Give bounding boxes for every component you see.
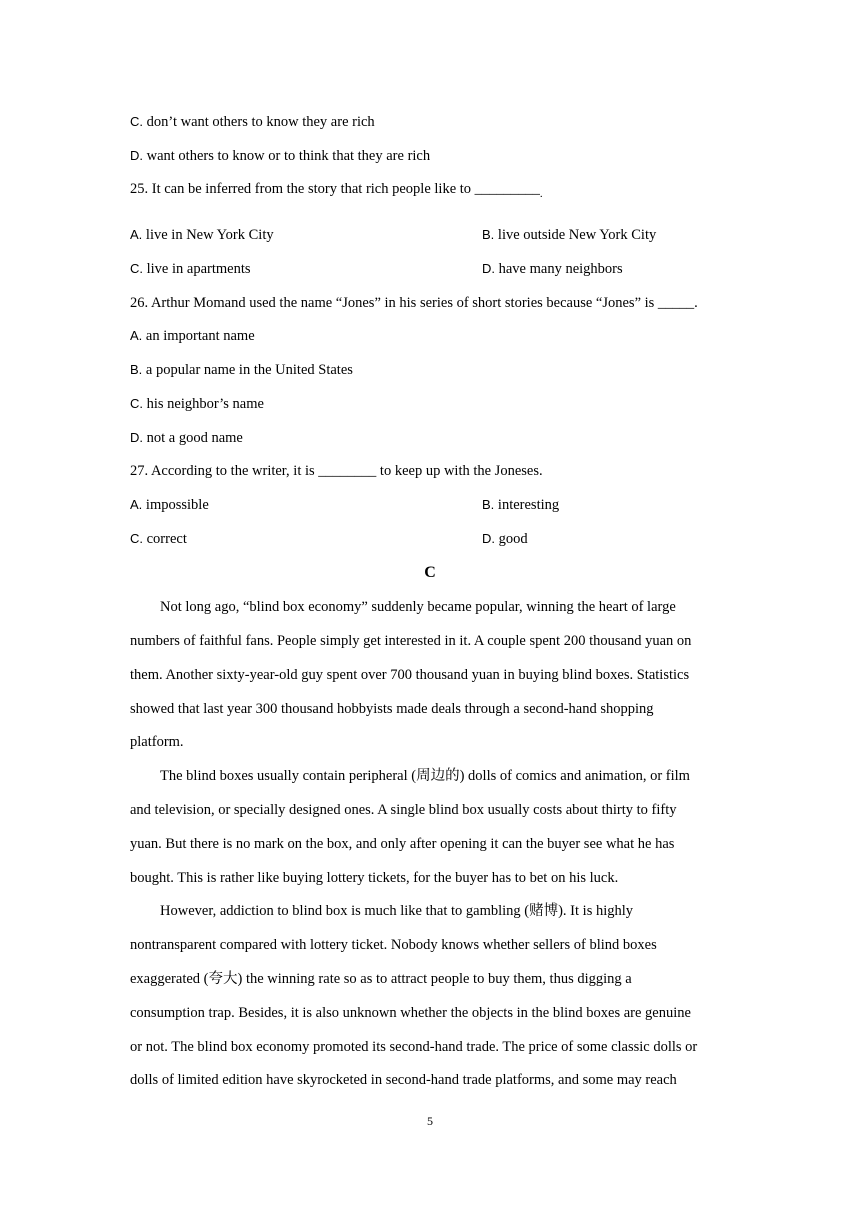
q27-option-a: A. impossible: [130, 497, 209, 513]
passage-line: or not. The blind box economy promoted its second-hand trade. The price of some classic dolls or: [130, 1039, 698, 1055]
q25-option-d: D. have many neighbors: [482, 261, 623, 277]
passage-line: showed that last year 300 thousand hobbyists made deals through a second-hand shopping: [130, 701, 654, 717]
passage-line: platform.: [130, 734, 184, 750]
passage-line: yuan. But there is no mark on the box, and only after opening it can the buyer see what he has: [130, 836, 675, 852]
q25-options-row-2: [130, 260, 730, 278]
passage-line: However, addiction to blind box is much like that to gambling (赌博). It is highly: [160, 903, 634, 919]
page-number: 5: [427, 1114, 433, 1128]
q26-option-a: A. an important name: [130, 328, 255, 344]
q27-options-row-2: [130, 530, 730, 548]
q25-option-b: B. live outside New York City: [482, 227, 657, 243]
q25-stem: 25. It can be inferred from the story that rich people like to $\_\_\_\_\_\_\_\_\__.$: [130, 181, 543, 200]
q27-option-d: D. good: [482, 531, 528, 547]
section-heading: C: [424, 564, 436, 581]
passage-line: and television, or specially designed ones. A single blind box usually costs about thirty to fifty: [130, 802, 677, 818]
passage-line: consumption trap. Besides, it is also unknown whether the objects in the blind boxes are genuine: [130, 1005, 691, 1021]
q27-option-b: B. interesting: [482, 497, 560, 513]
q26-stem: 26. Arthur Momand used the name “Jones” in his series of short stories because “Jones” is _____.: [130, 295, 698, 311]
passage-line: Not long ago, “blind box economy” suddenly became popular, winning the heart of large: [160, 599, 676, 615]
q25-option-a: A. live in New York City: [130, 227, 274, 243]
q26-option-b: B. a popular name in the United States: [130, 362, 353, 378]
passage-line: them. Another sixty-year-old guy spent over 700 thousand yuan in buying blind boxes. Statistics: [130, 667, 690, 683]
passage-line: The blind boxes usually contain peripheral (周边的) dolls of comics and animation, or film: [160, 768, 690, 784]
q26-option-c: C. his neighbor’s name: [130, 396, 264, 412]
passage-line: exaggerated (夸大) the winning rate so as to attract people to buy them, thus digging a: [130, 971, 632, 987]
q27-option-c: C. correct: [130, 531, 187, 547]
passage-line: bought. This is rather like buying lottery tickets, for the buyer has to bet on his luck.: [130, 870, 619, 886]
q25-options-row-1: [130, 226, 730, 244]
q27-stem: 27. According to the writer, it is ________ to keep up with the Joneses.: [130, 463, 543, 479]
q27-options-row-1: [130, 496, 730, 514]
q24-option-c: C. don’t want others to know they are rich: [130, 114, 375, 130]
q24-option-d: D. want others to know or to think that they are rich: [130, 148, 431, 164]
passage-line: numbers of faithful fans. People simply get interested in it. A couple spent 200 thousand yuan on: [130, 633, 692, 649]
passage-line: dolls of limited edition have skyrocketed in second-hand trade platforms, and some may reach: [130, 1072, 677, 1088]
passage-line: nontransparent compared with lottery ticket. Nobody knows whether sellers of blind boxes: [130, 937, 657, 953]
q25-option-c: C. live in apartments: [130, 261, 251, 277]
q26-option-d: D. not a good name: [130, 430, 243, 446]
